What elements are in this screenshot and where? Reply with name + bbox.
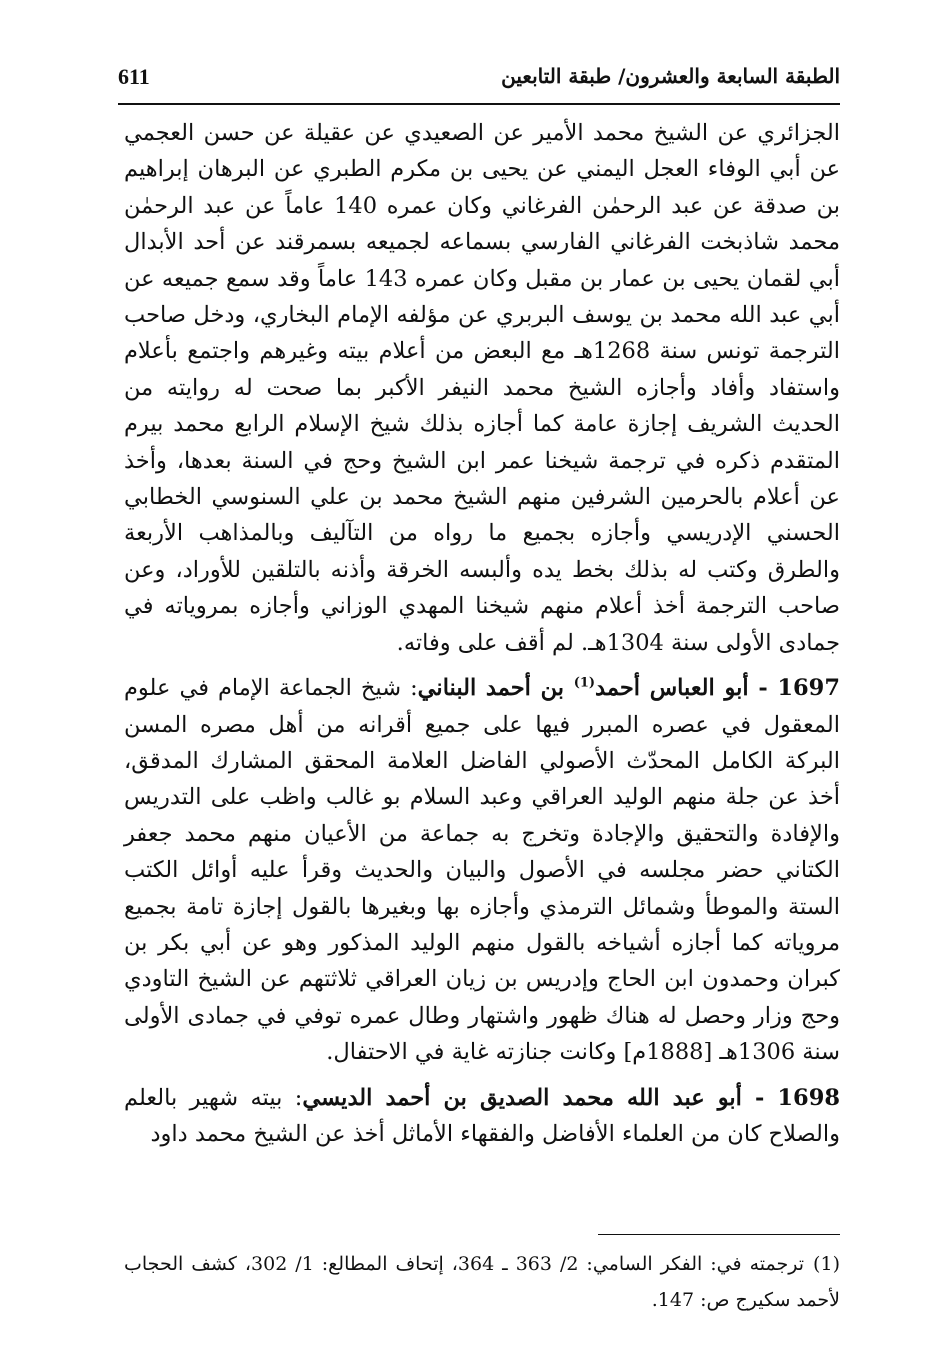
paragraph-continuation: الجزائري عن الشيخ محمد الأمير عن الصعيدي عن عقيلة عن حسن العجمي عن أبي الوفاء العجل اليمني عن يحيى بن مكرم الطبري عن البرهان إبراهيم بن صدقة عن عبد الرحمٰن الفرغاني وكان عمره 140 عاماً عن عبد الرحمٰن محمد شاذبخت الفرغاني الفارسي بسماعه لجميعه بسمرقند عن أحد الأبدال أبي لقمان يحيى بن عمار بن مقبل وكان عمره 143 عاماً وقد سمع جميعه عن أبي عبد الله محمد بن يوسف البربري عن مؤلفه الإمام البخاري، ودخل صاحب الترجمة تونس سنة 1268هـ مع البعض من أعلام بيته وغيرهم واجتمع بأعلام واستفاد وأفاد وأجازه الشيخ محمد النيفر الأكبر بما صحت له روايته من الحديث الشريف إجازة عامة كما أجازه بذلك شيخ الإسلام الرابع محمد بيرم المتقدم ذكره في ترجمة شيخنا عمر ابن الشيخ وحج في السنة بعدها، وأخذ عن أعلام بالحرمين الشرفين منهم الشيخ محمد بن علي السنوسي الخطابي الحسني الإدريسي وأجازه بجميع ما رواه من التآليف وبالمذاهب الأربعة والطرق وكتب له بذلك بخط يده وألبسه الخرقة وأذنه بالتلقين للأوراد، وعن صاحب الترجمة أخذ أعلام منهم شيخنا المهدي الوزاني وأجازه بمروياته في جمادى الأولى سنة 1304هـ. لم أقف على وفاته. bbox=[124, 120, 840, 656]
page-number: 611 bbox=[118, 64, 150, 89]
entry-1698-heading: 1698 - أبو عبد الله محمد الصديق بن أحمد الديسي bbox=[302, 1084, 841, 1111]
footnote-1-mark: (1) bbox=[813, 1253, 840, 1275]
entry-1697 bbox=[124, 670, 840, 1070]
footnote-1 bbox=[124, 1246, 840, 1318]
entry-1697-text: : شيخ الجماعة الإمام في علوم المعقول في عصره المبرر فيها على جميع أقرانه من أهل مصره المسن البركة الكامل المحدّث الأصولي الفاضل العلامة المحقق المشارك المدقق، أخذ عن جلة منهم الوليد العراقي وعبد السلام بو غالب واظب على التدريس والإفادة والتحقيق والإجادة وتخرج به جماعة من الأعيان منهم محمد جعفر الكتاني حضر مجلسه في الأصول والبيان والحديث وقرأ عليه أوائل الكتب الستة والموطأ وشمائل الترمذي وأجازه بها وبغيرها بالقول إجازة تامة بجميع مروياته كما أجازه أشياخه بالقول منهم الوليد المذكور وهو عن أبي بكر بن كبران وحمدون ابن الحاج وإدريس بن زيان العراقي ثلاثتهم عن الشيخ التاودي وحج وزار وحصل له هناك ظهور واشتهار وطال عمره توفي في جمادى الأولى سنة 1306هـ [1888م] وكانت جنازته غاية في الاحتفال. bbox=[124, 675, 840, 1066]
footnotes bbox=[124, 1246, 840, 1318]
header-rule bbox=[118, 103, 840, 105]
entry-1697-heading-part-b: بن أحمد البناني bbox=[417, 675, 574, 702]
running-head: الطبقة السابعة والعشرون/ طبقة التابعين bbox=[501, 64, 840, 88]
footnote-rule bbox=[598, 1234, 840, 1235]
page-header bbox=[118, 58, 840, 98]
entry-1697-heading bbox=[418, 675, 840, 701]
footnote-1-text: ترجمته في: الفكر السامي: 2/ 363 ـ 364، إتحاف المطالع: 1/ 302، كشف الحجاب لأحمد سكيرج ص: 147. bbox=[124, 1253, 840, 1311]
entry-1698 bbox=[124, 1080, 840, 1153]
entry-1698-text: : بيته شهير بالعلم والصلاح كان من العلماء الأفاضل والفقهاء الأماثل أخذ عن الشيخ محمد داود bbox=[124, 1084, 840, 1147]
footnote-reference[interactable]: (1) bbox=[573, 675, 596, 691]
entry-1697-heading-part-a: 1697 - أبو العباس أحمد bbox=[595, 675, 840, 702]
main-text bbox=[124, 115, 841, 1147]
